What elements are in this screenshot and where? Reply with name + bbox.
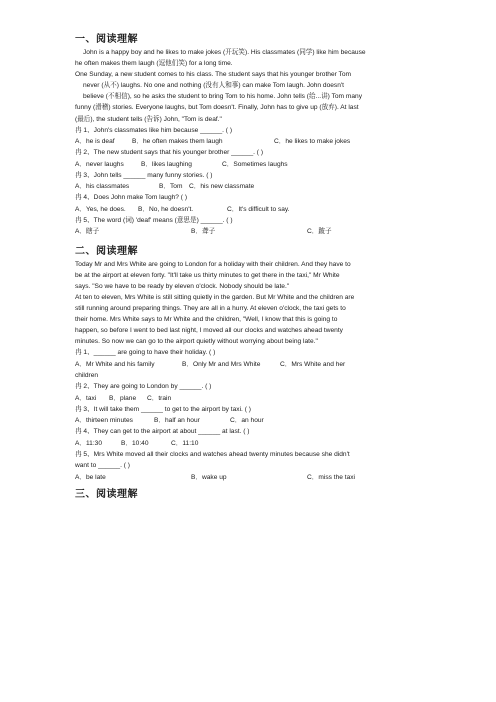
options-row (75, 393, 454, 404)
option-b: B．wake up (191, 473, 227, 481)
passage-line: One Sunday, a new student comes to his class. The student says that his younger brother Tom (75, 71, 351, 79)
section-1-title: 一、阅读理解 (75, 34, 138, 45)
section-2-title: 二、阅读理解 (75, 245, 138, 257)
option-a: A．he is deaf (75, 137, 115, 145)
passage-line: Today Mr and Mrs White are going to London for a holiday with their children. And they have to (75, 260, 351, 268)
option-b: B．he often makes them laugh (132, 137, 223, 145)
question-continuation: want to ______. ( ) (75, 462, 130, 470)
options-row (75, 136, 454, 147)
option-a: A．Yes, he does. (75, 205, 126, 213)
question: 冉 4、Does John make Tom laugh? ( ) (75, 194, 188, 202)
passage-line: he often makes them laugh (逗他们笑) for a long time. (75, 60, 233, 68)
option-b: B．Tom (159, 183, 183, 191)
passage-line: believe (不相信), so he asks the student to bring Tom to his home. John tells (给...讲) Tom many (83, 93, 363, 101)
option-b: B．likes laughing (141, 160, 192, 168)
passage-line: John is a happy boy and he likes to make jokes (开玩笑). His classmates (同学) like him because (83, 49, 366, 56)
options-row (75, 181, 454, 192)
option-b: B．10:40 (121, 439, 149, 447)
question: 冉 4、They can get to the airport at about ______ at last. ( ) (75, 428, 250, 436)
option-a: A．瞎子 (75, 228, 100, 236)
option-c: C．It's difficult to say. (227, 205, 290, 213)
options-row (75, 415, 454, 426)
options-row (75, 226, 454, 237)
option-c: C．Sometimes laughs (222, 160, 288, 168)
option-a: A．thirteen minutes (75, 417, 133, 425)
option-a: A．Mr White and his family (75, 360, 155, 368)
option-b: B．plane (109, 394, 137, 402)
question: 冉 3、It will take them ______ to get to the airport by taxi. ( ) (75, 405, 251, 413)
option-a: A．11:30 (75, 439, 103, 447)
passage-line: their home. Mrs White says to Mr White and the children, "Well, I know that this is going to (75, 316, 338, 324)
option-b: B．Only Mr and Mrs White (182, 360, 261, 368)
passage-line: At ten to eleven, Mrs White is still sitting quietly in the garden. But Mr White and the children are (75, 293, 355, 301)
question: 冉 1、______ are going to have their holiday. ( ) (75, 349, 216, 357)
option-b: B．No, he doesn't. (138, 205, 194, 213)
option-a: A．be late (75, 473, 106, 481)
section-3-title: 三、阅读理解 (75, 488, 138, 500)
option-c: C．he likes to make jokes (274, 137, 351, 145)
passage-line: (最后), the student tells (告诉) John, "Tom is deaf." (75, 115, 222, 123)
passage-line: still running around preparing things. They are all in a hurry. At eleven o'clock, the taxi gets to (75, 305, 346, 312)
option-c: C．Mrs White and her (280, 360, 346, 368)
options-row (75, 472, 454, 483)
question: 冉 2、They are going to London by ______. ( ) (75, 383, 212, 391)
option-a: A．never laughs (75, 160, 124, 168)
question: 冉 2、The new student says that his younger brother ______. ( ) (75, 149, 264, 157)
question: 冉 3、John tells ______ many funny stories. ( ) (75, 171, 213, 179)
passage-line: funny (滑稽) stories. Everyone laughs, but Tom doesn't. Finally, John has to give up (放弃). At last (75, 104, 359, 112)
options-row (75, 359, 454, 370)
question: 冉 5、Mrs White moved all their clocks and watches ahead twenty minutes because she didn't (75, 451, 350, 459)
options-row (75, 204, 454, 215)
option-c: C．his new classmate (189, 183, 255, 191)
option-b: B．聋子 (191, 228, 216, 236)
passage-line: happen, so before I went to bed last night, I moved all our clocks and watches ahead twenty (75, 327, 343, 335)
option-c: C．train (147, 394, 172, 402)
option-c: C．miss the taxi (307, 473, 355, 481)
question: 冉 5、The word (词) 'deaf' means (意思是) ______. ( ) (75, 217, 233, 225)
option-a: A．his classmates (75, 183, 130, 191)
passage-line: never (从不) laughs. No one and nothing (没有人和事) can make Tom laugh. John doesn't (83, 82, 344, 90)
options-row (75, 438, 454, 449)
option-continuation: children (75, 371, 99, 379)
passage-line: be at the airport at eleven forty. "It'll take us thirty minutes to get there in the taxi," Mr White (75, 271, 340, 279)
option-c: C．跛子 (307, 228, 332, 236)
option-a: A．taxi (75, 394, 97, 402)
options-row (75, 159, 454, 170)
option-c: C．an hour (230, 417, 264, 425)
option-c: C．11:10 (171, 439, 199, 447)
question: 冉 1、John's classmates like him because ______. ( ) (75, 126, 233, 134)
passage-line: minutes. So now we can go to the airport quietly without worrying about being late." (75, 338, 318, 346)
passage-line: says. "So we have to be ready by eleven o'clock. Nobody should be late." (75, 282, 290, 290)
option-b: B．half an hour (154, 417, 200, 425)
